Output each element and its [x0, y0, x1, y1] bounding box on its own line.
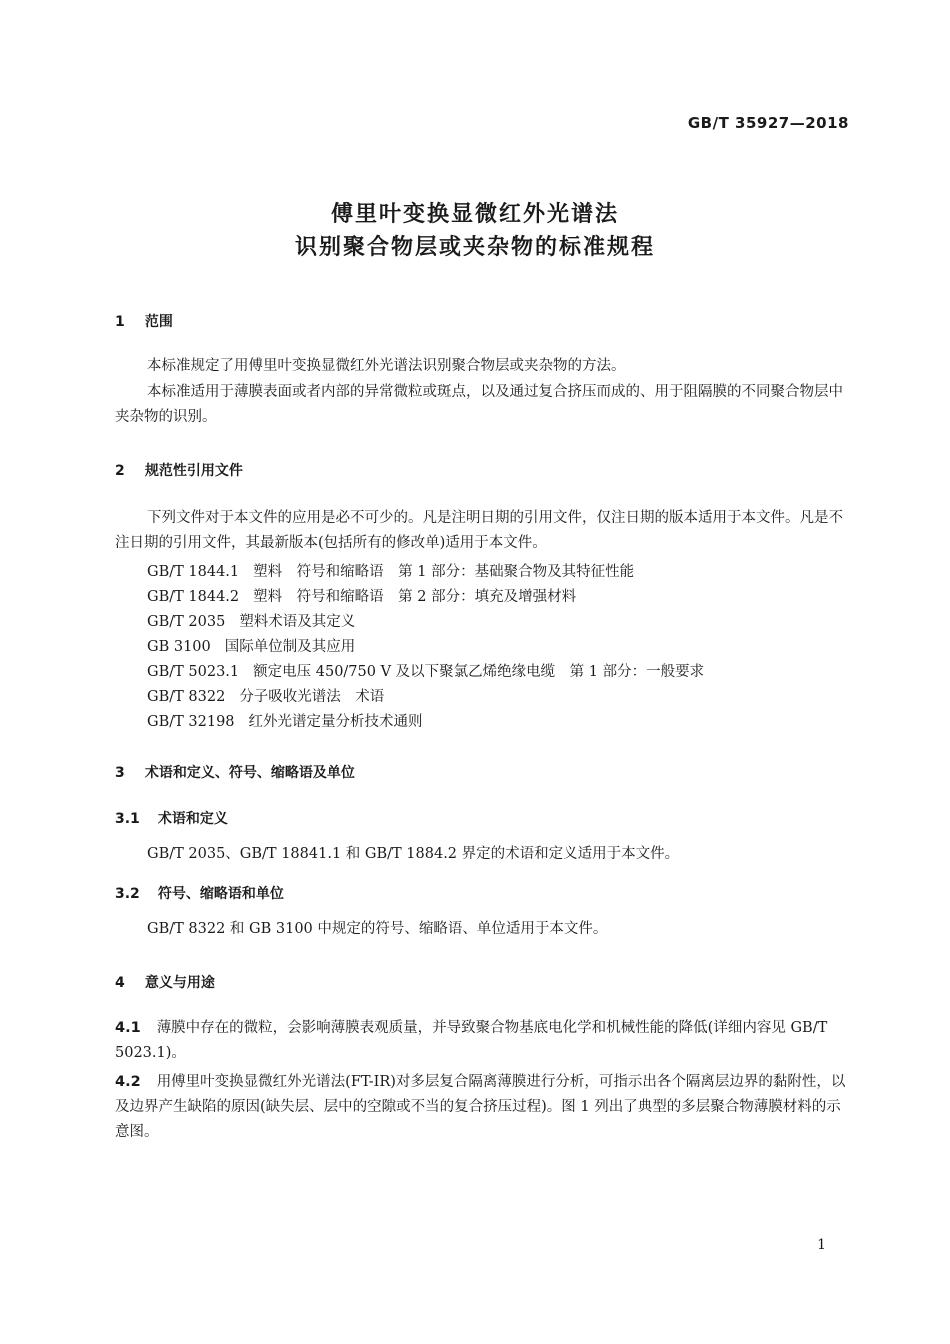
section-number: 4	[115, 975, 125, 991]
section-title: 规范性引用文件	[144, 463, 243, 479]
reference-item	[147, 560, 634, 581]
reference-title: 红外光谱定量分析技术通则	[248, 714, 423, 730]
clause-text: 薄膜中存在的微粒，会影响薄膜表观质量，并导致聚合物基底电化学和机械性能的降低(详细内容见 GB/T 5023.1)。	[115, 1020, 828, 1061]
clause-text: 用傅里叶变换显微红外光谱法(FT-IR)对多层复合隔离薄膜进行分析，可指示出各个隔离层边界的黏附性，以及边界产生缺陷的原因(缺失层、层中的空隙或不当的复合挤压过程)。图 1 列出了典型的多层聚合物薄膜材料的示意图。	[115, 1074, 846, 1140]
subsection-3-2-heading	[115, 883, 284, 903]
section-1-paragraph-2: 本标准适用于薄膜表面或者内部的异常微粒或斑点，以及通过复合挤压而成的、用于阻隔膜的不同聚合物层中夹杂物的识别。	[115, 384, 843, 425]
reference-item	[147, 585, 576, 606]
reference-code: GB/T 1844.2	[147, 589, 240, 605]
section-title: 意义与用途	[144, 975, 215, 991]
clause-number: 4.2	[115, 1074, 141, 1090]
reference-title: 塑料术语及其定义	[239, 614, 356, 630]
section-number: 1	[115, 314, 125, 330]
document-title-line2: 识别聚合物层或夹杂物的标准规程	[294, 235, 655, 260]
section-2-heading	[115, 460, 243, 480]
clause-4-1	[115, 1016, 850, 1066]
section-3-heading	[115, 762, 355, 782]
section-title: 范围	[144, 314, 173, 330]
reference-title: 额定电压 450/750 V 及以下聚氯乙烯绝缘电缆 第 1 部分：一般要求	[253, 664, 705, 680]
subsection-3-2-text: GB/T 8322 和 GB 3100 中规定的符号、缩略语、单位适用于本文件。	[147, 921, 608, 937]
section-title: 术语和定义、符号、缩略语及单位	[144, 765, 355, 781]
reference-code: GB/T 32198	[147, 714, 235, 730]
clause-number: 4.1	[115, 1020, 141, 1036]
reference-code: GB/T 2035	[147, 614, 226, 630]
standard-number: GB/T 35927—2018	[687, 114, 849, 132]
subsection-number: 3.2	[115, 886, 140, 902]
reference-item	[147, 635, 355, 656]
reference-code: GB/T 1844.1	[147, 564, 240, 580]
page-number: 1	[817, 1237, 826, 1253]
reference-title: 分子吸收光谱法 术语	[239, 689, 385, 705]
clause-4-2	[115, 1070, 850, 1145]
subsection-3-1-heading	[115, 808, 228, 828]
section-1-paragraph-1: 本标准规定了用傅里叶变换显微红外光谱法识别聚合物层或夹杂物的方法。	[147, 358, 626, 374]
reference-item	[147, 660, 704, 681]
section-4-heading	[115, 972, 215, 992]
section-2-intro: 下列文件对于本文件的应用是必不可少的。凡是注明日期的引用文件，仅注日期的版本适用于本文件。凡是不注日期的引用文件，其最新版本(包括所有的修改单)适用于本文件。	[115, 510, 843, 551]
subsection-title: 符号、缩略语和单位	[157, 886, 284, 902]
reference-code: GB 3100	[147, 639, 211, 655]
reference-title: 国际单位制及其应用	[224, 639, 356, 655]
subsection-number: 3.1	[115, 811, 140, 827]
subsection-title: 术语和定义	[157, 811, 228, 827]
section-1-heading	[115, 311, 173, 331]
reference-item	[147, 685, 384, 706]
document-title-line1: 傅里叶变换显微红外光谱法	[330, 202, 619, 227]
subsection-3-1-text: GB/T 2035、GB/T 18841.1 和 GB/T 1884.2 界定的术语和定义适用于本文件。	[147, 846, 680, 862]
reference-item	[147, 710, 423, 731]
reference-code: GB/T 5023.1	[147, 664, 240, 680]
section-number: 2	[115, 463, 125, 479]
reference-title: 塑料 符号和缩略语 第 2 部分：填充及增强材料	[253, 589, 577, 605]
reference-code: GB/T 8322	[147, 689, 226, 705]
reference-item	[147, 610, 355, 631]
section-number: 3	[115, 765, 125, 781]
reference-title: 塑料 符号和缩略语 第 1 部分：基础聚合物及其特征性能	[253, 564, 635, 580]
